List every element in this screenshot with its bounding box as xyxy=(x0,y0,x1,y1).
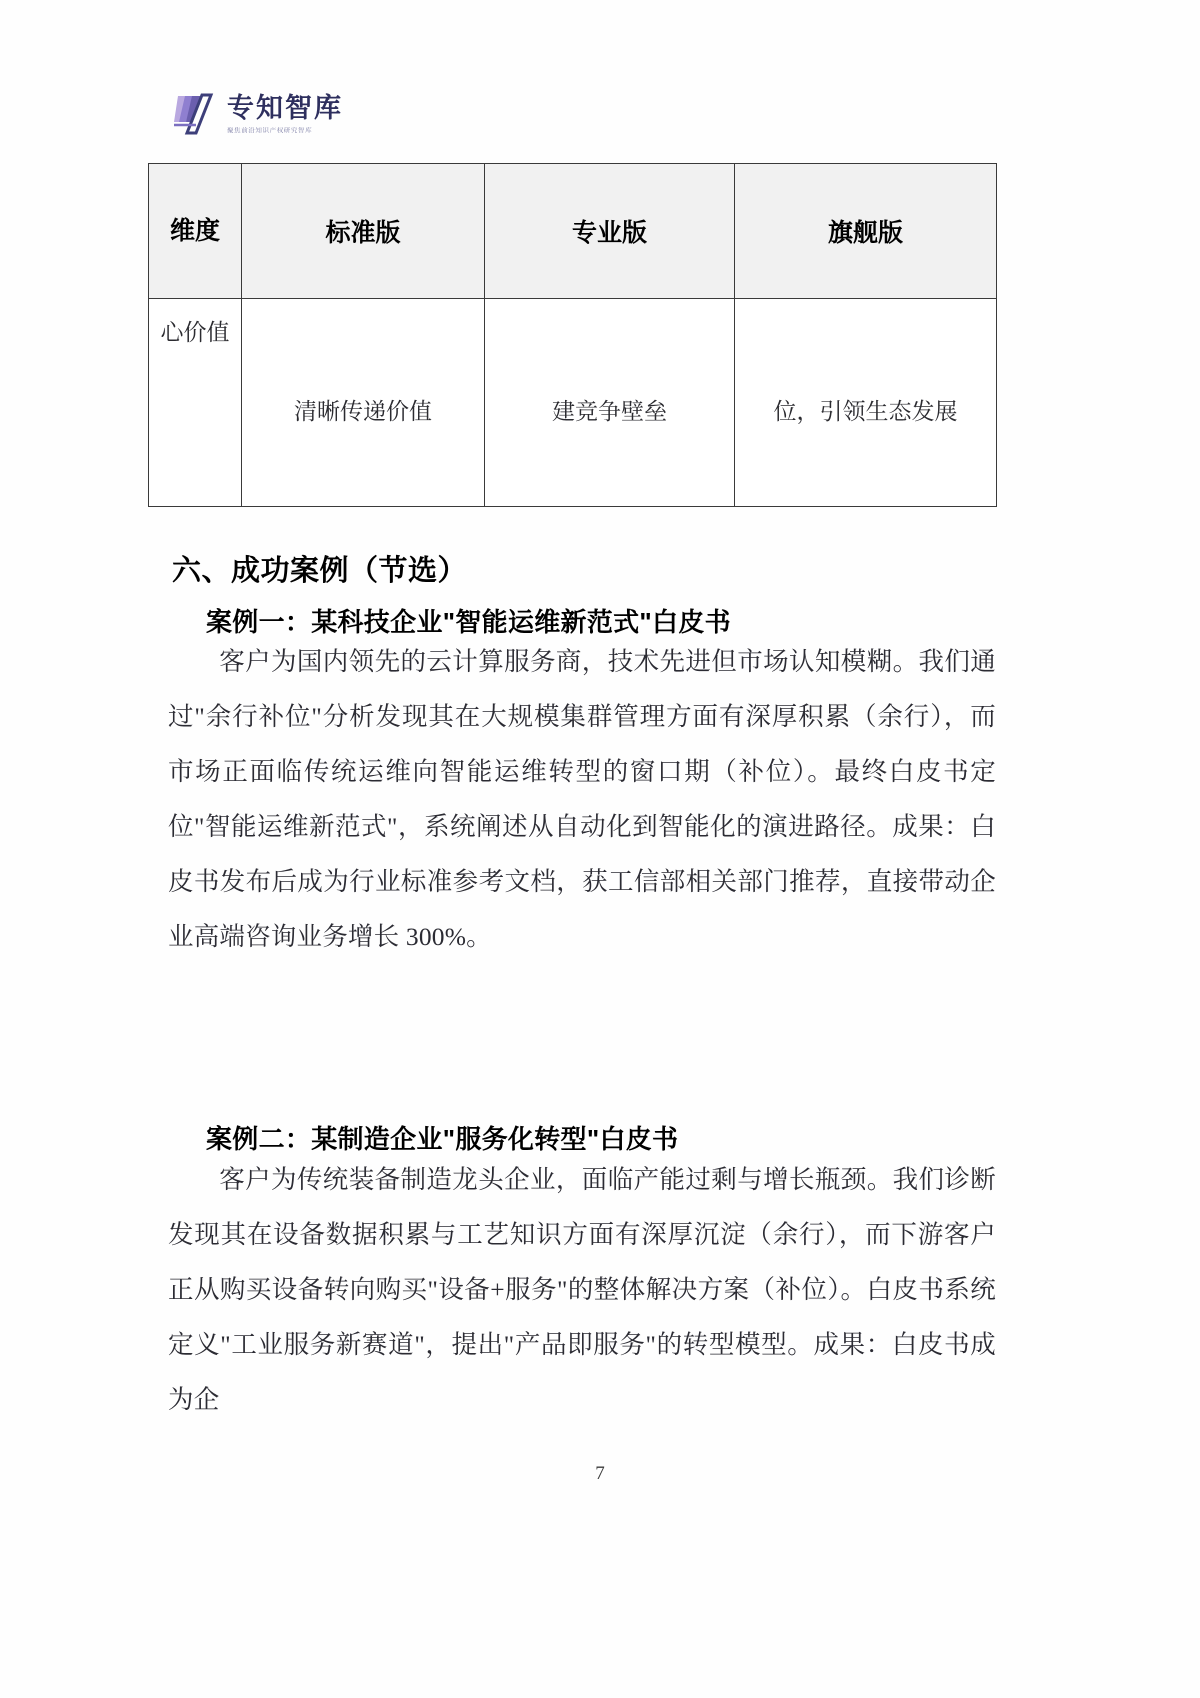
brand-logo xyxy=(172,92,343,136)
table-header-row xyxy=(149,164,997,299)
table-cell-standard xyxy=(242,299,485,507)
logo-wordmark xyxy=(227,95,343,136)
table-cell-dimension xyxy=(149,299,242,507)
case-two-heading: 案例二：某制造企业"服务化转型"白皮书 xyxy=(206,1124,679,1154)
case-two-paragraph xyxy=(168,1152,996,1427)
page-number: 7 xyxy=(595,1463,605,1484)
table-header-dimension xyxy=(149,164,242,299)
version-comparison-table xyxy=(148,163,997,507)
table-cell-flagship-text: 位，引领生态发展 xyxy=(773,399,958,424)
logo-subtitle: 聚焦前沿知识产权研究智库 xyxy=(227,127,313,135)
zhizhi-slash-logo-icon xyxy=(172,92,218,136)
table-header-flagship-label: 旗舰版 xyxy=(827,219,903,247)
table-cell-flagship xyxy=(735,299,997,507)
case-two-paragraph-text: 客户为传统装备制造龙头企业，面临产能过剩与增长瓶颈。我们诊断发现其在设备数据积累与工艺知识方面有深厚沉淀（余行），而下游客户正从购买设备转向购买"设备+服务"的整体解决方案（补位）。白皮书系统定义"工业服务新赛道"，提出"产品即服务"的转型模型。成果：白皮书成为企 xyxy=(168,1165,996,1414)
table-header-standard-label: 标准版 xyxy=(325,219,401,247)
table-header-dimension-label: 维度 xyxy=(169,216,220,245)
table-cell-professional-text: 建竞争壁垒 xyxy=(552,399,667,424)
table-row xyxy=(149,299,997,507)
table-header-professional-label: 专业版 xyxy=(571,219,647,247)
section-heading: 六、成功案例（节选） xyxy=(172,555,468,587)
logo-title: 专知智库 xyxy=(227,93,343,123)
table-cell-professional xyxy=(485,299,735,507)
case-one-paragraph-text: 客户为国内领先的云计算服务商，技术先进但市场认知模糊。我们通过"余行补位"分析发现其在大规模集群管理方面有深厚积累（余行），而市场正面临传统运维向智能运维转型的窗口期（补位）。最终白皮书定位"智能运维新范式"，系统阐述从自动化到智能化的演进路径。成果：白皮书发布后成为行业标准参考文档，获工信部相关部门推荐，直接带动企业高端咨询业务增长 300%。 xyxy=(168,647,996,951)
table-cell-dimension-label: 心价值 xyxy=(160,320,230,345)
table-cell-standard-text: 清晰传递价值 xyxy=(294,399,432,424)
table-header-flagship xyxy=(735,164,997,299)
table-header-professional xyxy=(485,164,735,299)
case-one-heading: 案例一：某科技企业"智能运维新范式"白皮书 xyxy=(206,607,731,637)
case-one-paragraph xyxy=(168,634,996,964)
table-header-standard xyxy=(242,164,485,299)
